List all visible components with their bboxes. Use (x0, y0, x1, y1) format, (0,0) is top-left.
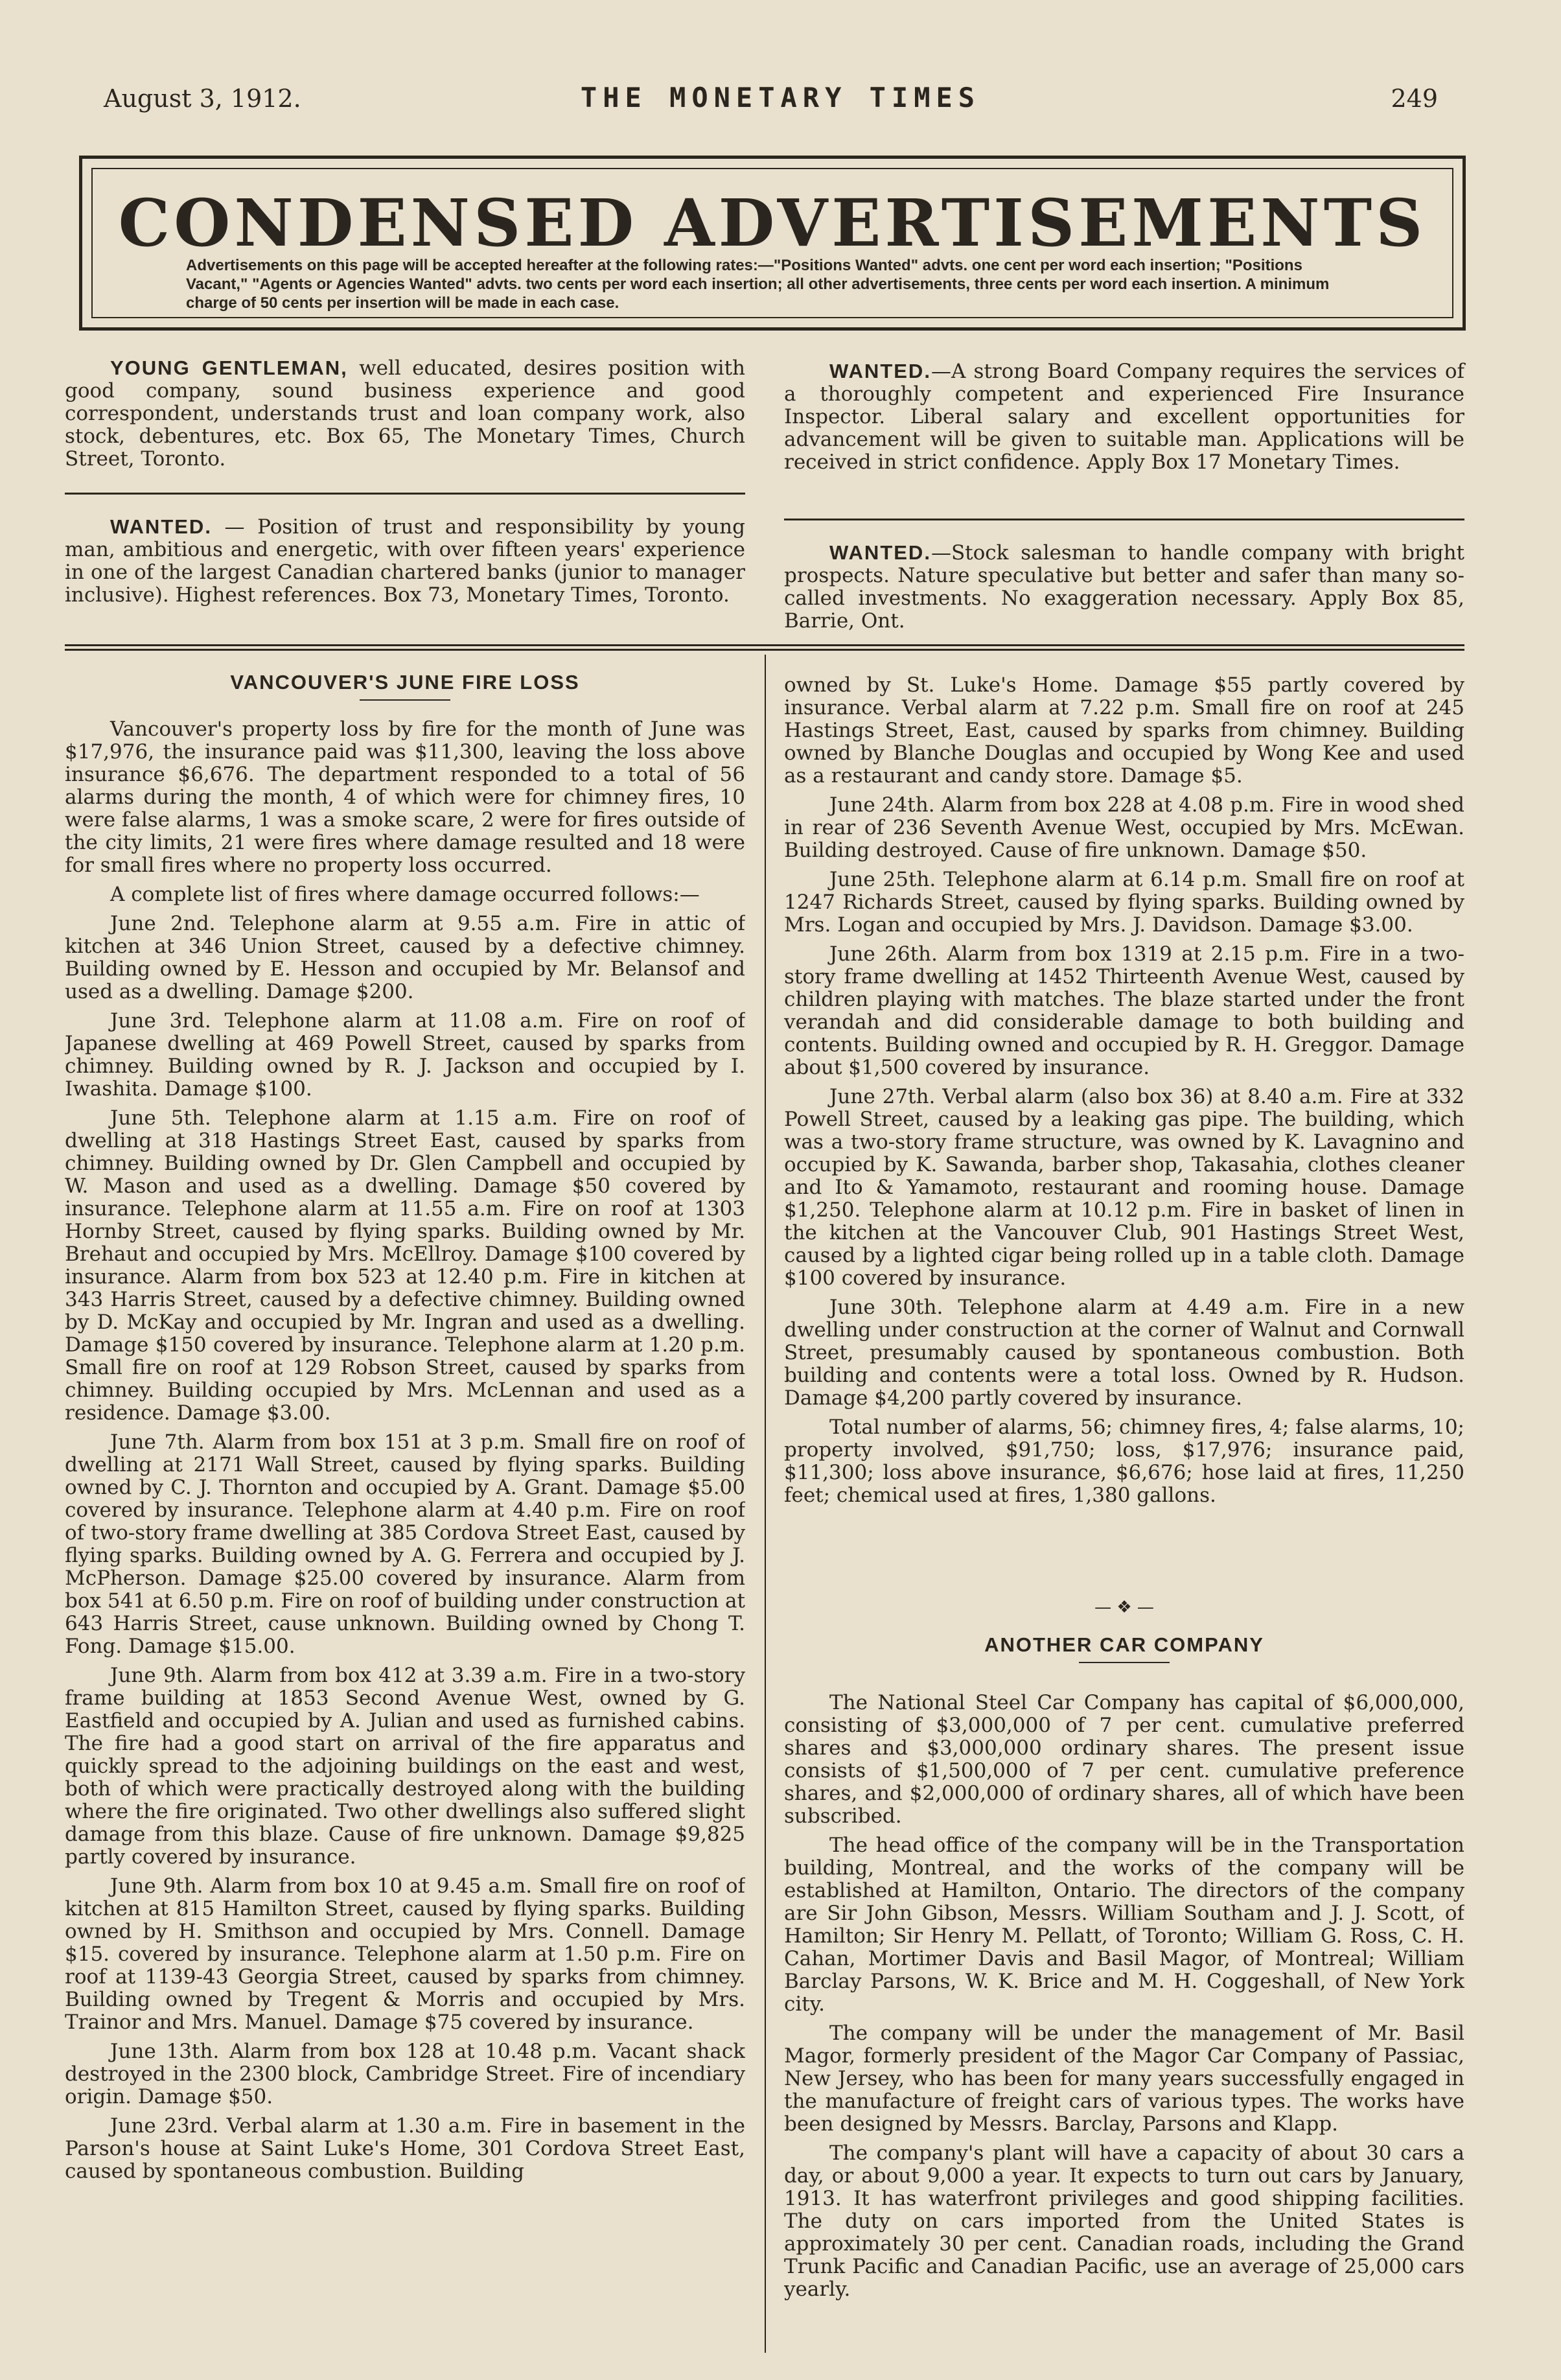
ornament-divider: — ❖ — (1094, 1598, 1154, 1617)
fire-article-right-column (784, 674, 1464, 1513)
paragraph: Total number of alarms, 56; chimney fires, 4; false alarms, 10; property involved, $91,750; loss, $17,976; insurance paid, $11,300; loss above insurance, $6,676; hose laid at fires, 11,250 feet; chemical used at fires, 1,380 gallons. (784, 1416, 1464, 1507)
paragraph: Vancouver's property loss by fire for the month of June was $17,976, the insurance paid was $11,300, leaving the loss above insurance $6,676. The department responded to a total of 56 alarms during the month, 4 of which were for chimney fires, 10 were false alarms, 1 was a smoke scare, 2 were for fires outside of the city limits, 21 were fires where damage resulted and 18 were for small fires where no property loss occurred. (65, 718, 745, 877)
paragraph: June 24th. Alarm from box 228 at 4.08 p.m. Fire in wood shed in rear of 236 Seventh Avenue West, occupied by Mrs. McEwan. Building destroyed. Cause of fire unknown. Damage $50. (784, 793, 1464, 862)
ad-wanted-position (65, 515, 745, 607)
car-heading-text: ANOTHER CAR COMPANY (984, 1633, 1264, 1656)
fire-article-heading (65, 671, 745, 701)
ad-wanted-inspector (784, 360, 1464, 474)
paragraph: The company will be under the management of Mr. Basil Magor, formerly president of the Magor Car Company of Passiac, New Jersey, who has been for many years successfully engaged in the manufacture of freight cars of various types. The works have been designed by Messrs. Barclay, Parsons and Klapp. (784, 2022, 1464, 2136)
paragraph: June 7th. Alarm from box 151 at 3 p.m. Small fire on roof of dwelling at 2171 Wall Street, caused by flying sparks. Building owned by C. J. Thornton and occupied by A. Grant. Damage $5.00 covered by insurance. Telephone alarm at 4.40 p.m. Fire on roof of two-story frame dwelling at 385 Cordova Street East, caused by flying sparks. Building owned by A. G. Ferrera and occupied by J. McPherson. Damage $25.00 covered by insurance. Alarm from box 541 at 6.50 p.m. Fire on roof of building under construction at 643 Harris Street, cause unknown. Building owned by Chong T. Fong. Damage $15.00. (65, 1430, 745, 1658)
paragraph: June 26th. Alarm from box 1319 at 2.15 p.m. Fire in a two-story frame dwelling at 1452 Thirteenth Avenue West, caused by children playing with matches. The blaze started under the front verandah and did considerable damage to both building and contents. Building owned and occupied by R. H. Greggor. Damage about $1,500 covered by insurance. (784, 942, 1464, 1079)
paragraph: June 30th. Telephone alarm at 4.49 a.m. Fire in a new dwelling under construction at the corner of Walnut and Cornwall Street, presumably caused by spontaneous combustion. Both building and contents were a total loss. Owned by R. Hudson. Damage $4,200 partly covered by insurance. (784, 1296, 1464, 1410)
paragraph: owned by St. Luke's Home. Damage $55 partly covered by insurance. Verbal alarm at 7.22 p.m. Small fire on roof at 245 Hastings Street, East, caused by sparks from chimney. Building owned by Blanche Douglas and occupied by Wong Kee and used as a restaurant and candy store. Damage $5. (784, 673, 1464, 788)
issue-date: August 3, 1912. (104, 84, 301, 113)
ad-keyword: WANTED. (829, 541, 931, 564)
page-number: 249 (1391, 84, 1438, 113)
ad-keyword: WANTED. (110, 515, 212, 538)
ad-keyword: WANTED. (829, 360, 931, 382)
fire-heading-text: VANCOUVER'S JUNE FIRE LOSS (230, 671, 580, 694)
paragraph: A complete list of fires where damage occurred follows:— (110, 883, 700, 906)
paragraph: June 25th. Telephone alarm at 6.14 p.m. Small fire on roof at 1247 Richards Street, caused by flying sparks. Building owned by Mrs. Logan and occupied by Mrs. J. Davidson. Damage $3.00. (784, 868, 1464, 937)
car-article-heading (784, 1633, 1464, 1663)
paragraph: The head office of the company will be in the Transportation building, Montreal, and the works of the company will be established at Hamilton, Ontario. The directors of the company are Sir John Gibson, Messrs. William Southam and J. J. Scott, of Hamilton; Sir Henry M. Pellatt, of Toronto; William G. Ross, C. H. Cahan, Mortimer Davis and Basil Magor, of Montreal; William Barclay Parsons, W. K. Brice and M. H. Coggeshall, of New York city. (784, 1834, 1464, 2016)
paragraph: June 13th. Alarm from box 128 at 10.48 p.m. Vacant shack destroyed in the 2300 block, Cambridge Street. Fire of incendiary origin. Damage $50. (65, 2040, 745, 2108)
ad-text: well educated, desires position with good company, sound business experience and good correspondent, understands trust and loan company work, also stock, debentures, etc. Box 65, The Monetary Times, Church Street, Toronto. (65, 356, 745, 471)
column-rule (765, 655, 766, 2353)
heading-underline (360, 699, 450, 701)
paragraph: June 2nd. Telephone alarm at 9.55 a.m. Fire in attic of kitchen at 346 Union Street, caused by a defective chimney. Building owned by E. Hesson and occupied by Mr. Belansof and used as a dwelling. Damage $200. (65, 912, 745, 1003)
paragraph: June 3rd. Telephone alarm at 11.08 a.m. Fire on roof of Japanese dwelling at 469 Powell Street, caused by sparks from chimney. Building owned by R. J. Jackson and occupied by I. Iwashita. Damage $100. (65, 1009, 745, 1101)
banner-title: CONDENSED ADVERTISEMENTS (118, 185, 1427, 261)
paragraph: June 5th. Telephone alarm at 1.15 a.m. Fire on roof of dwelling at 318 Hastings Street East, caused by sparks from chimney. Building owned by Dr. Glen Campbell and occupied by W. Mason and used as a dwelling. Damage $50 covered by insurance. Telephone alarm at 11.55 a.m. Fire on roof at 1303 Hornby Street, caused by flying sparks. Building owned by Mr. Brehaut and occupied by Mrs. McEllroy. Damage $100 covered by insurance. Alarm from box 523 at 12.40 p.m. Fire in kitchen at 343 Harris Street, caused by a defective chimney. Building owned by D. McKay and occupied by Mr. Ingran and used as a dwelling. Damage $150 covered by insurance. Telephone alarm at 1.20 p.m. Small fire on roof at 129 Robson Street, caused by sparks from chimney. Building occupied by Mrs. McLennan and used as a residence. Damage $3.00. (65, 1106, 745, 1425)
banner-rates: Advertisements on this page will be accepted hereafter at the following rates:—"Positions Wanted" advts. one cent per word each insertion; "Positions Vacant," "Agents or Agencies Wanted" advts. two cents per word each insertion; all other advertisements, three cents per word each insertion. A minimum charge of 50 cents per insertion will be made in each case. (186, 257, 1330, 312)
heading-underline (1079, 1662, 1170, 1663)
masthead: THE MONETARY TIMES (580, 82, 981, 113)
ad-text: —A strong Board Company requires the services of a thoroughly competent and experienced Fire Insurance Inspector. Liberal salary and excellent opportunities for advancement will be given to suitable man. Applications will be received in strict confidence. Apply Box 17 Monetary Times. (784, 360, 1464, 474)
ad-keyword: YOUNG GENTLEMAN, (110, 356, 348, 379)
fire-article-left-column (65, 718, 745, 2351)
condensed-ads-banner (79, 156, 1466, 331)
paragraph: June 27th. Verbal alarm (also box 36) at 8.40 a.m. Fire at 332 Powell Street, caused by a leaking gas pipe. The building, which was a two-story frame structure, was owned by K. Lavagnino and occupied by K. Sawanda, barber shop, Takasahia, clothes cleaner and Ito & Yamamoto, restaurant and rooming house. Damage $1,250. Telephone alarm at 10.12 p.m. Fire in basket of linen in the kitchen at the Vancouver Club, 901 Hastings Street West, caused by a lighted cigar being rolled up in a table cloth. Damage $100 covered by insurance. (784, 1085, 1464, 1290)
ad-young-gentleman (65, 356, 745, 471)
paragraph: The company's plant will have a capacity of about 30 cars a day, or about 9,000 a year. It expects to turn out cars by January, 1913. It has waterfront privileges and good shipping facilities. The duty on cars imported from the United States is approximately 30 per cent. Canadian roads, including the Grand Trunk Pacific and Canadian Pacific, use an average of 25,000 cars yearly. (784, 2141, 1464, 2301)
page-header (0, 84, 1561, 123)
paragraph: The National Steel Car Company has capital of $6,000,000, consisting of $3,000,000 of 7 per cent. cumulative preferred shares and $3,000,000 ordinary shares. The present issue consists of $1,500,000 of 7 per cent. cumulative preference shares, and $2,000,000 of ordinary shares, all of which have been subscribed. (784, 1692, 1464, 1828)
ad-text: —Stock salesman to handle company with bright prospects. Nature speculative but better and safer than many so-called investments. No exaggeration necessary. Apply Box 85, Barrie, Ont. (784, 541, 1464, 633)
section-divider (65, 644, 1464, 651)
ad-divider (65, 493, 745, 495)
paragraph: June 9th. Alarm from box 412 at 3.39 a.m. Fire in a two-story frame building at 1853 Second Avenue West, owned by G. Eastfield and occupied by A. Julian and used as furnished cabins. The fire had a good start on arrival of the fire apparatus and quickly spread to the adjoining buildings on the east and west, both of which were practically destroyed along with the building where the fire originated. Two other dwellings also suffered slight damage from this blaze. Cause of fire unknown. Damage $9,825 partly covered by insurance. (65, 1664, 745, 1869)
ad-divider (784, 519, 1464, 520)
ad-wanted-salesman (784, 541, 1464, 633)
car-article-body (784, 1692, 1464, 2359)
paragraph: June 9th. Alarm from box 10 at 9.45 a.m. Small fire on roof of kitchen at 815 Hamilton Street, caused by flying sparks. Building owned by H. Smithson and occupied by Mrs. Connell. Damage $15. covered by insurance. Telephone alarm at 1.50 p.m. Fire on roof at 1139-43 Georgia Street, caused by sparks from chimney. Building owned by Tregent & Morris and occupied by Mrs. Trainor and Mrs. Manuel. Damage $75 covered by insurance. (65, 1874, 745, 2034)
ad-text: — Position of trust and responsibility by young man, ambitious and energetic, with over fifteen years' experience in one of the largest Canadian chartered banks (junior to manager inclusive). Highest references. Box 73, Monetary Times, Toronto. (65, 515, 745, 607)
paragraph: June 23rd. Verbal alarm at 1.30 a.m. Fire in basement in the Parson's house at Saint Luke's Home, 301 Cordova Street East, caused by spontaneous combustion. Building (65, 2114, 745, 2183)
